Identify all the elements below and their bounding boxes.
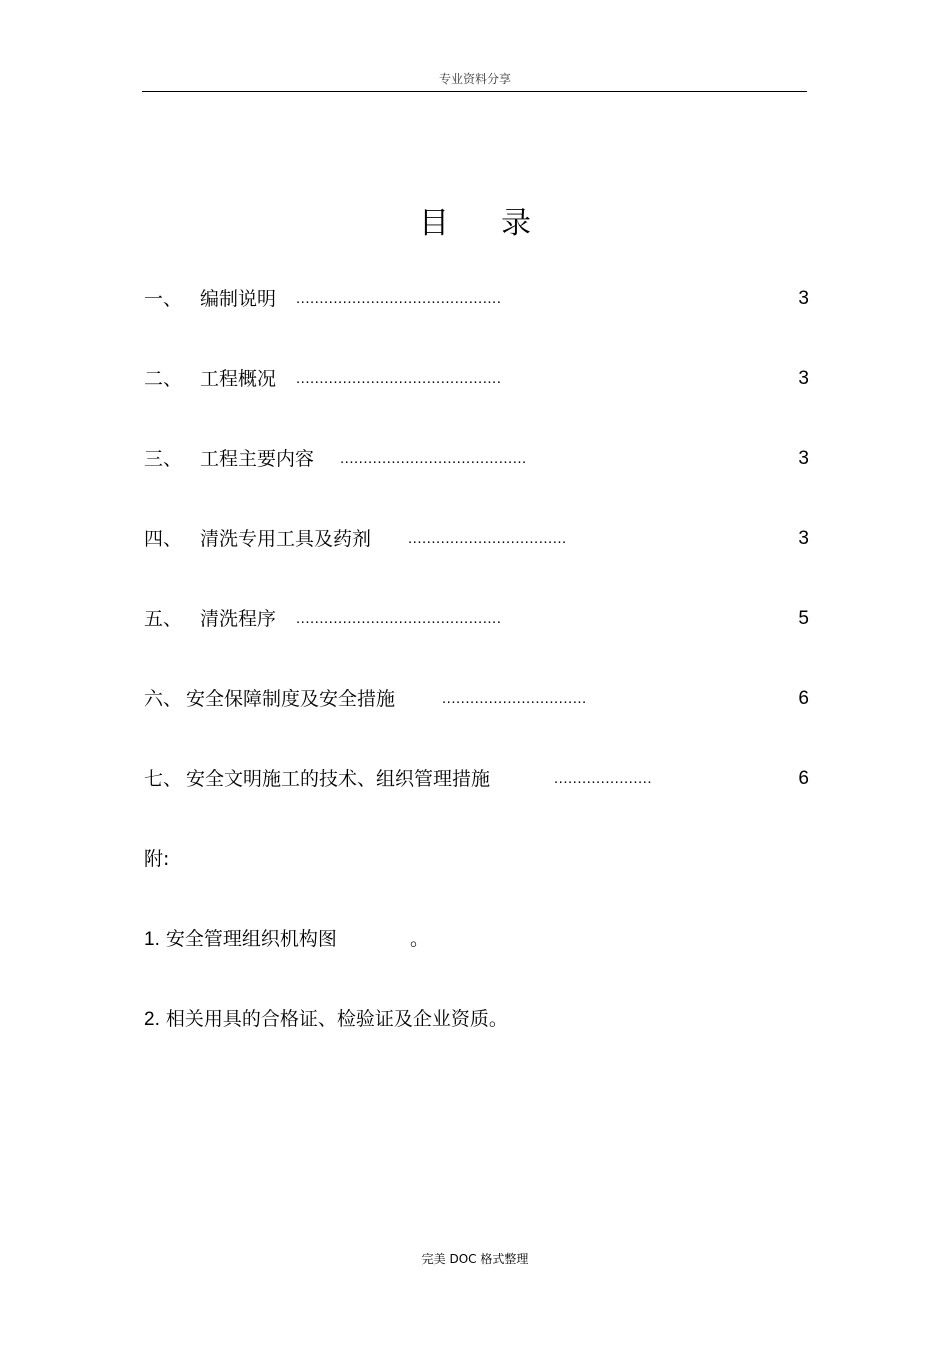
toc-dot-leader: ............................... — [442, 690, 587, 707]
toc-entry-label: 安全保障制度及安全措施 — [186, 688, 396, 710]
appendix-item-text: 相关用具的合格证、检验证及企业资质。 — [165, 1008, 508, 1030]
toc-page-number: 3 — [798, 528, 809, 549]
toc-entry-label: 清洗专用工具及药剂 — [200, 528, 372, 550]
page-footer: 完美 DOC 格式整理 — [421, 1252, 529, 1266]
appendix-item-number: 2. — [144, 1009, 160, 1030]
toc-entry[interactable] — [144, 284, 809, 314]
header-divider — [142, 91, 807, 92]
toc-entry-number: 六、 — [144, 688, 183, 710]
toc-entry[interactable] — [144, 444, 809, 474]
toc-entry[interactable] — [144, 764, 809, 794]
toc-dot-leader: .................................. — [408, 530, 567, 547]
toc-dot-leader: ........................................ — [340, 450, 527, 467]
toc-page-number: 5 — [798, 608, 809, 629]
toc-entry-number: 一、 — [144, 288, 183, 310]
toc-entry-label: 安全文明施工的技术、组织管理措施 — [186, 768, 491, 790]
toc-entry[interactable] — [144, 524, 809, 554]
toc-entry-label: 清洗程序 — [200, 608, 277, 630]
toc-dot-leader: ............................................ — [296, 290, 502, 307]
toc-title: 目录 — [419, 206, 583, 241]
appendix-item-trail: 。 — [410, 928, 430, 950]
toc-page-number: 6 — [798, 688, 809, 709]
toc-entry-number: 七、 — [144, 768, 183, 790]
toc-entry[interactable] — [144, 604, 809, 634]
toc-entry[interactable] — [144, 684, 809, 714]
appendix-item — [144, 924, 430, 955]
toc-page-number: 3 — [798, 288, 809, 309]
appendix-item-number: 1. — [144, 929, 160, 950]
toc-entry-number: 五、 — [144, 608, 183, 630]
toc-page-number: 3 — [798, 368, 809, 389]
toc-page-number: 3 — [798, 448, 809, 469]
toc-entry-number: 四、 — [144, 528, 183, 550]
page-header: 专业资料分享 — [438, 72, 511, 86]
toc-entry-label: 工程概况 — [200, 368, 277, 390]
appendix-heading: 附: — [144, 848, 170, 870]
toc-entry-number: 二、 — [144, 368, 183, 390]
toc-entry[interactable] — [144, 364, 809, 394]
toc-dot-leader: ..................... — [554, 770, 653, 787]
toc-entry-label: 工程主要内容 — [200, 448, 315, 470]
toc-dot-leader: ............................................ — [296, 610, 502, 627]
toc-entry-label: 编制说明 — [200, 288, 277, 310]
toc-dot-leader: ............................................ — [296, 370, 502, 387]
appendix-item-text: 安全管理组织机构图 — [165, 928, 337, 950]
toc-entry-number: 三、 — [144, 448, 183, 470]
appendix-item — [144, 1004, 508, 1035]
toc-page-number: 6 — [798, 768, 809, 789]
